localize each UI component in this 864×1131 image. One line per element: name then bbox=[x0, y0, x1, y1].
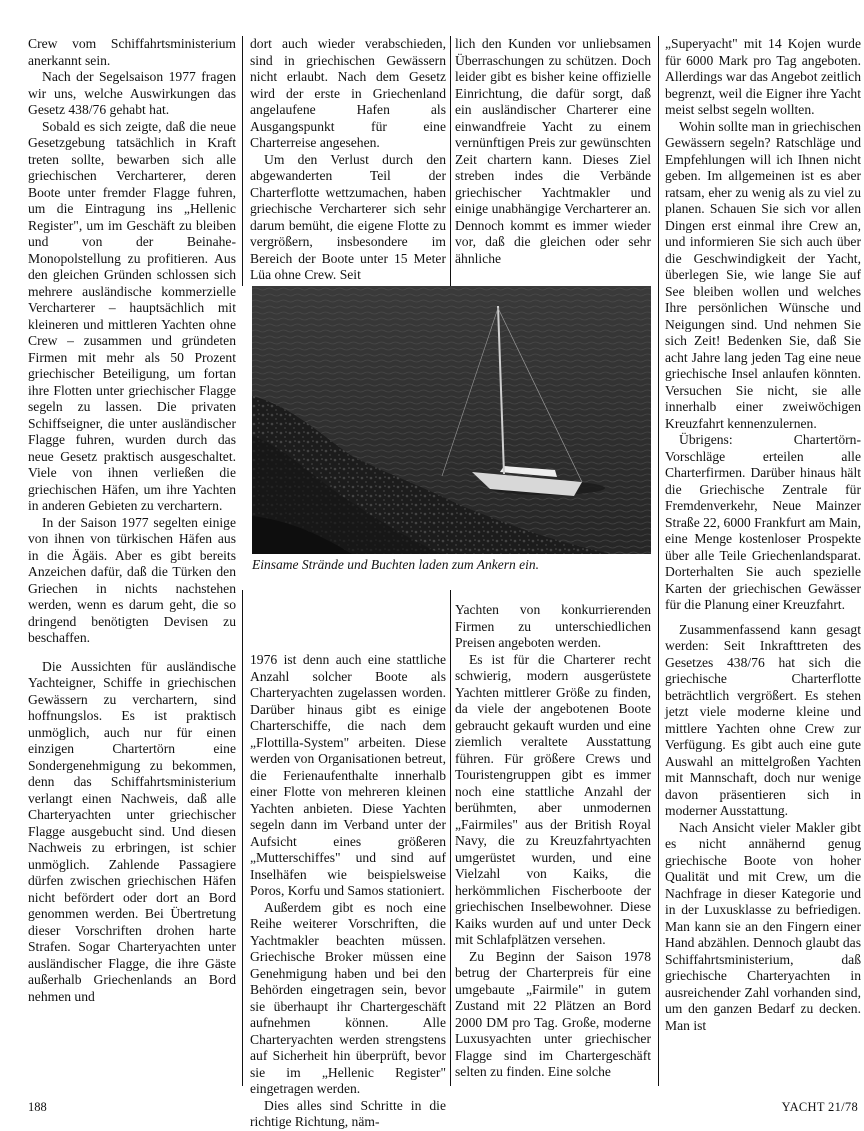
magazine-issue: YACHT 21/78 bbox=[781, 1100, 858, 1114]
page-number: 188 bbox=[28, 1100, 47, 1114]
paragraph: Sobald es sich zeigte, daß die neue Gesetzgebung tatsächlich in Kraft treten sollte, bewarben sich alle griechischen Vercharterer, deren Boote unter fremder Flagge fuhren, um die Eintragung ins „Hellenic Register", um im Geschäft zu bleiben und von der Beinahe-Monopolstellung zu profitieren. Aus den gleichen Gründen schlossen sich mehrere ausländische kommerzielle Vercharterer – hauptsächlich mit kleineren und mittleren Yachten ohne Crew – zusammen und gründeten Firmen mit mehr als 50 Prozent griechischer Beteiligung, um fortan ihre Flotten unter griechischer Flagge segeln zu lassen. Die privaten Schiffseigner, die unter ausländischer Flagge fuhren, wurden durch das neue Gesetz praktisch ausgeschaltet. Viele von ihnen verließen die griechischen Häfen, um ihre Yachten in anderen Gebieten zu verchartern. bbox=[28, 118, 236, 513]
anchored-sailboat-image bbox=[252, 286, 651, 554]
paragraph: „Superyacht" mit 14 Kojen wurde für 6000 Mark pro Tag angeboten. Allerdings war das Angebot zeitlich begrenzt, weil die Eigner ihre Yacht meist selbst segeln wollten. bbox=[665, 36, 861, 117]
article-column-3-bottom bbox=[455, 602, 651, 1081]
paragraph: Nach der Segelsaison 1977 fragen wir uns, welche Auswirkungen das Gesetz 438/76 gehabt hat. bbox=[28, 69, 236, 117]
paragraph: dort auch wieder verabschieden, sind in griechischen Gewässern nicht erlaubt. Nach dem Gesetz wird der erste in Griechenland angelaufene Hafen als Ausgangspunkt für eine Charterreise angesehen. bbox=[250, 36, 446, 150]
paragraph: Es ist für die Charterer recht schwierig, modern ausgerüstete Yachten mittlerer Größe zu finden, da viele der angebotenen Boote gebraucht gekauft wurden und eine ziemlich veraltete Ausstattung führen. Für größere Crews und Touristengruppen gibt es immer noch eine stattliche Anzahl der berühmten, aber unmodernen „Fairmiles" aus der British Royal Navy, die zu Kreuzfahrtyachten umgerüstet wurden, und eine Vielzahl von Kaiks, die herkömmlichen Fischerboote der griechischen Inselbewohner. Diese Kaiks wurden auf und unter Deck mit Schlafplätzen versehen. bbox=[455, 651, 651, 947]
paragraph: Wohin sollte man in griechischen Gewässern segeln? Ratschläge und Empfehlungen will ich Ihnen nicht geben. Im allgemeinen ist es aber ratsam, eher zu wenig als zu viel zu planen. Schauen Sie sich vor allen Dingen erst einmal ihre Crew an, und informieren Sie sich auch über die Geschwindigkeit der Yacht, überlegen Sie, wie lange Sie auf See bleiben wollen und welches Ihre persönlichen Wünsche und Neigungen sind. Und nehmen Sie sich Zeit! Bedenken Sie, daß Sie acht Jahre lang jeden Tag eine neue griechische Insel anlaufen könnten. Versuchen Sie nicht, sie alle innerhalb einer zweiwöchigen Kreuzfahrt kennenzulernen. bbox=[665, 118, 861, 431]
column-divider bbox=[242, 590, 243, 1086]
article-column-3-top bbox=[455, 36, 651, 267]
paragraph: Um den Verlust durch den abgewanderten Teil der Charterflotte wettzumachen, haben griechische Vercharterer sich sehr darum bemüht, die eigene Flotte zu vergrößern, insbesondere im Bereich der Boote unter 15 Meter Lüa ohne Crew. Seit bbox=[250, 151, 446, 282]
paragraph: Zu Beginn der Saison 1978 betrug der Charterpreis für eine umgebaute „Fairmile" in gutem Zustand mit 22 Plätzen an Bord 2000 DM pro Tag. Große, moderne Luxusyachten unter griechischer Flagge sind im Chartergeschäft selten zu finden. Eine solche bbox=[455, 948, 651, 1079]
article-column-4 bbox=[665, 36, 861, 1034]
column-divider bbox=[242, 36, 243, 286]
paragraph: 1976 ist denn auch eine stattliche Anzahl solcher Boote als Charteryachten zugelassen worden. Darüber hinaus gibt es einige Charterschiffe, die nach dem „Flottilla-System" arbeiten. Diese werden von Organisationen betreut, die Ferienaufenthalte innerhalb einer Flotte von mehreren kleinen Yachten anbieten. Diese Yachten segeln dann im Verband unter der Aufsicht eines größeren „Mutterschiffes" und sind auf Inselhäfen wie beispielsweise Poros, Korfu und Samos stationiert. bbox=[250, 652, 446, 898]
column-divider bbox=[450, 36, 451, 286]
paragraph: In der Saison 1977 segelten einige von ihnen von türkischen Häfen aus in die Ägäis. Aber es gibt bereits Anzeichen dafür, daß die Türken den Griechen in nichts nachstehen werden, wenn es darum geht, die so dringend benötigten Devisen zu beschaffen. bbox=[28, 514, 236, 645]
paragraph: Yachten von konkurrierenden Firmen zu unterschiedlichen Preisen angeboten werden. bbox=[455, 602, 651, 650]
paragraph: Crew vom Schiffahrtsministerium anerkannt sein. bbox=[28, 36, 236, 68]
article-column-2-top bbox=[250, 36, 446, 284]
column-divider bbox=[658, 36, 659, 1086]
photo-caption: Einsame Strände und Buchten laden zum Ankern ein. bbox=[252, 557, 539, 572]
paragraph: Übrigens: Chartertörn-Vorschläge erteilen alle Charterfirmen. Darüber hinaus hält die Griechische Zentrale für Fremdenverkehr, Neue Mainzer Straße 22, 6000 Frankfurt am Main, eine Menge kostenloser Prospekte über alle Teile Griechenlandsparat. Dorterhalten Sie auch spezielle Karten der griechischen Gewässer für die Planung einer Kreuzfahrt. bbox=[665, 432, 861, 612]
paragraph: Außerdem gibt es noch eine Reihe weiterer Vorschriften, die Yachtmakler beachten müssen. Griechische Broker müssen eine Genehmigung haben und bei den Behörden eingetragen sein, bevor sie überhaupt ihr Chartergeschäft aufnehmen können. Alle Charteryachten werden strengstens auf Sicherheit hin überprüft, bevor sie im „Hellenic Register" eingetragen werden. bbox=[250, 899, 446, 1096]
column-divider bbox=[450, 590, 451, 1086]
paragraph: lich den Kunden vor unliebsamen Überraschungen zu schützen. Doch leider gibt es bisher keine offizielle Einrichtung, die dafür sorgt, daß ein ausländischer Charterer eine einwandfreie Yacht zu einem vernünftigen Preis zur gewünschten Zeit chartern kann. Dieses Ziel streben indes die Verbände griechischer Yachtmakler und einige unabhängige Vercharterer an. Dennoch kommt es immer wieder vor, daß die gleichen oder sehr ähnliche bbox=[455, 36, 652, 266]
yacht-photo bbox=[252, 286, 651, 554]
article-column-2-bottom bbox=[250, 652, 446, 1131]
paragraph: Nach Ansicht vieler Makler gibt es nicht annähernd genug griechische Boote von hoher Qualität und mit Crew, um die Nachfrage in dieser Kategorie und in der Luxusklasse zu befriedigen. Man kann sie an den Fingern einer Hand abzählen. Dennoch glaubt das Schiffahrtsministerium, daß griechische Charteryachten in ausreichender Zahl vorhanden sind, um den ganzen Bedarf zu decken. Man ist bbox=[665, 819, 861, 1033]
paragraph: Dies alles sind Schritte in die richtige Richtung, näm- bbox=[250, 1097, 446, 1129]
article-column-1 bbox=[28, 36, 236, 1005]
paragraph: Zusammenfassend kann gesagt werden: Seit Inkrafttreten des Gesetzes 438/76 hat sich die griechische Charterflotte beträchtlich vergrößert. Es stehen jetzt viele moderne kleine und mittlere Yachten ohne Crew zur Verfügung. Es gibt auch eine gute Auswahl an mittelgroßen Yachten mit Mannschaft, doch nur wenige davon präsentieren sich in moderner Ausstattung. bbox=[665, 621, 861, 818]
paragraph: Die Aussichten für ausländische Yachteigner, Schiffe in griechischen Gewässern zu verchartern, sind hoffnungslos. Es ist praktisch unmöglich, auch nur für einen einzigen Chartertörn eine Sondergenehmigung zu bekommen, denn das Schiffahrtsministerium verlangt einen Nachweis, daß alle Charteryachten unter griechischer Flagge ausgebucht sind. Und diesen Nachweis zu erbringen, ist schier unmöglich. Zahlende Passagiere dürfen zwischen griechischen Häfen nicht befördert oder dort an Bord genommen werden. Bei Übertretung dieser Vorschriften drohen harte Strafen. Sogar Charteryachten unter ausländischer Flagge, die ihre Gäste außerhalb Griechenlands an Bord nehmen und bbox=[28, 658, 236, 1004]
